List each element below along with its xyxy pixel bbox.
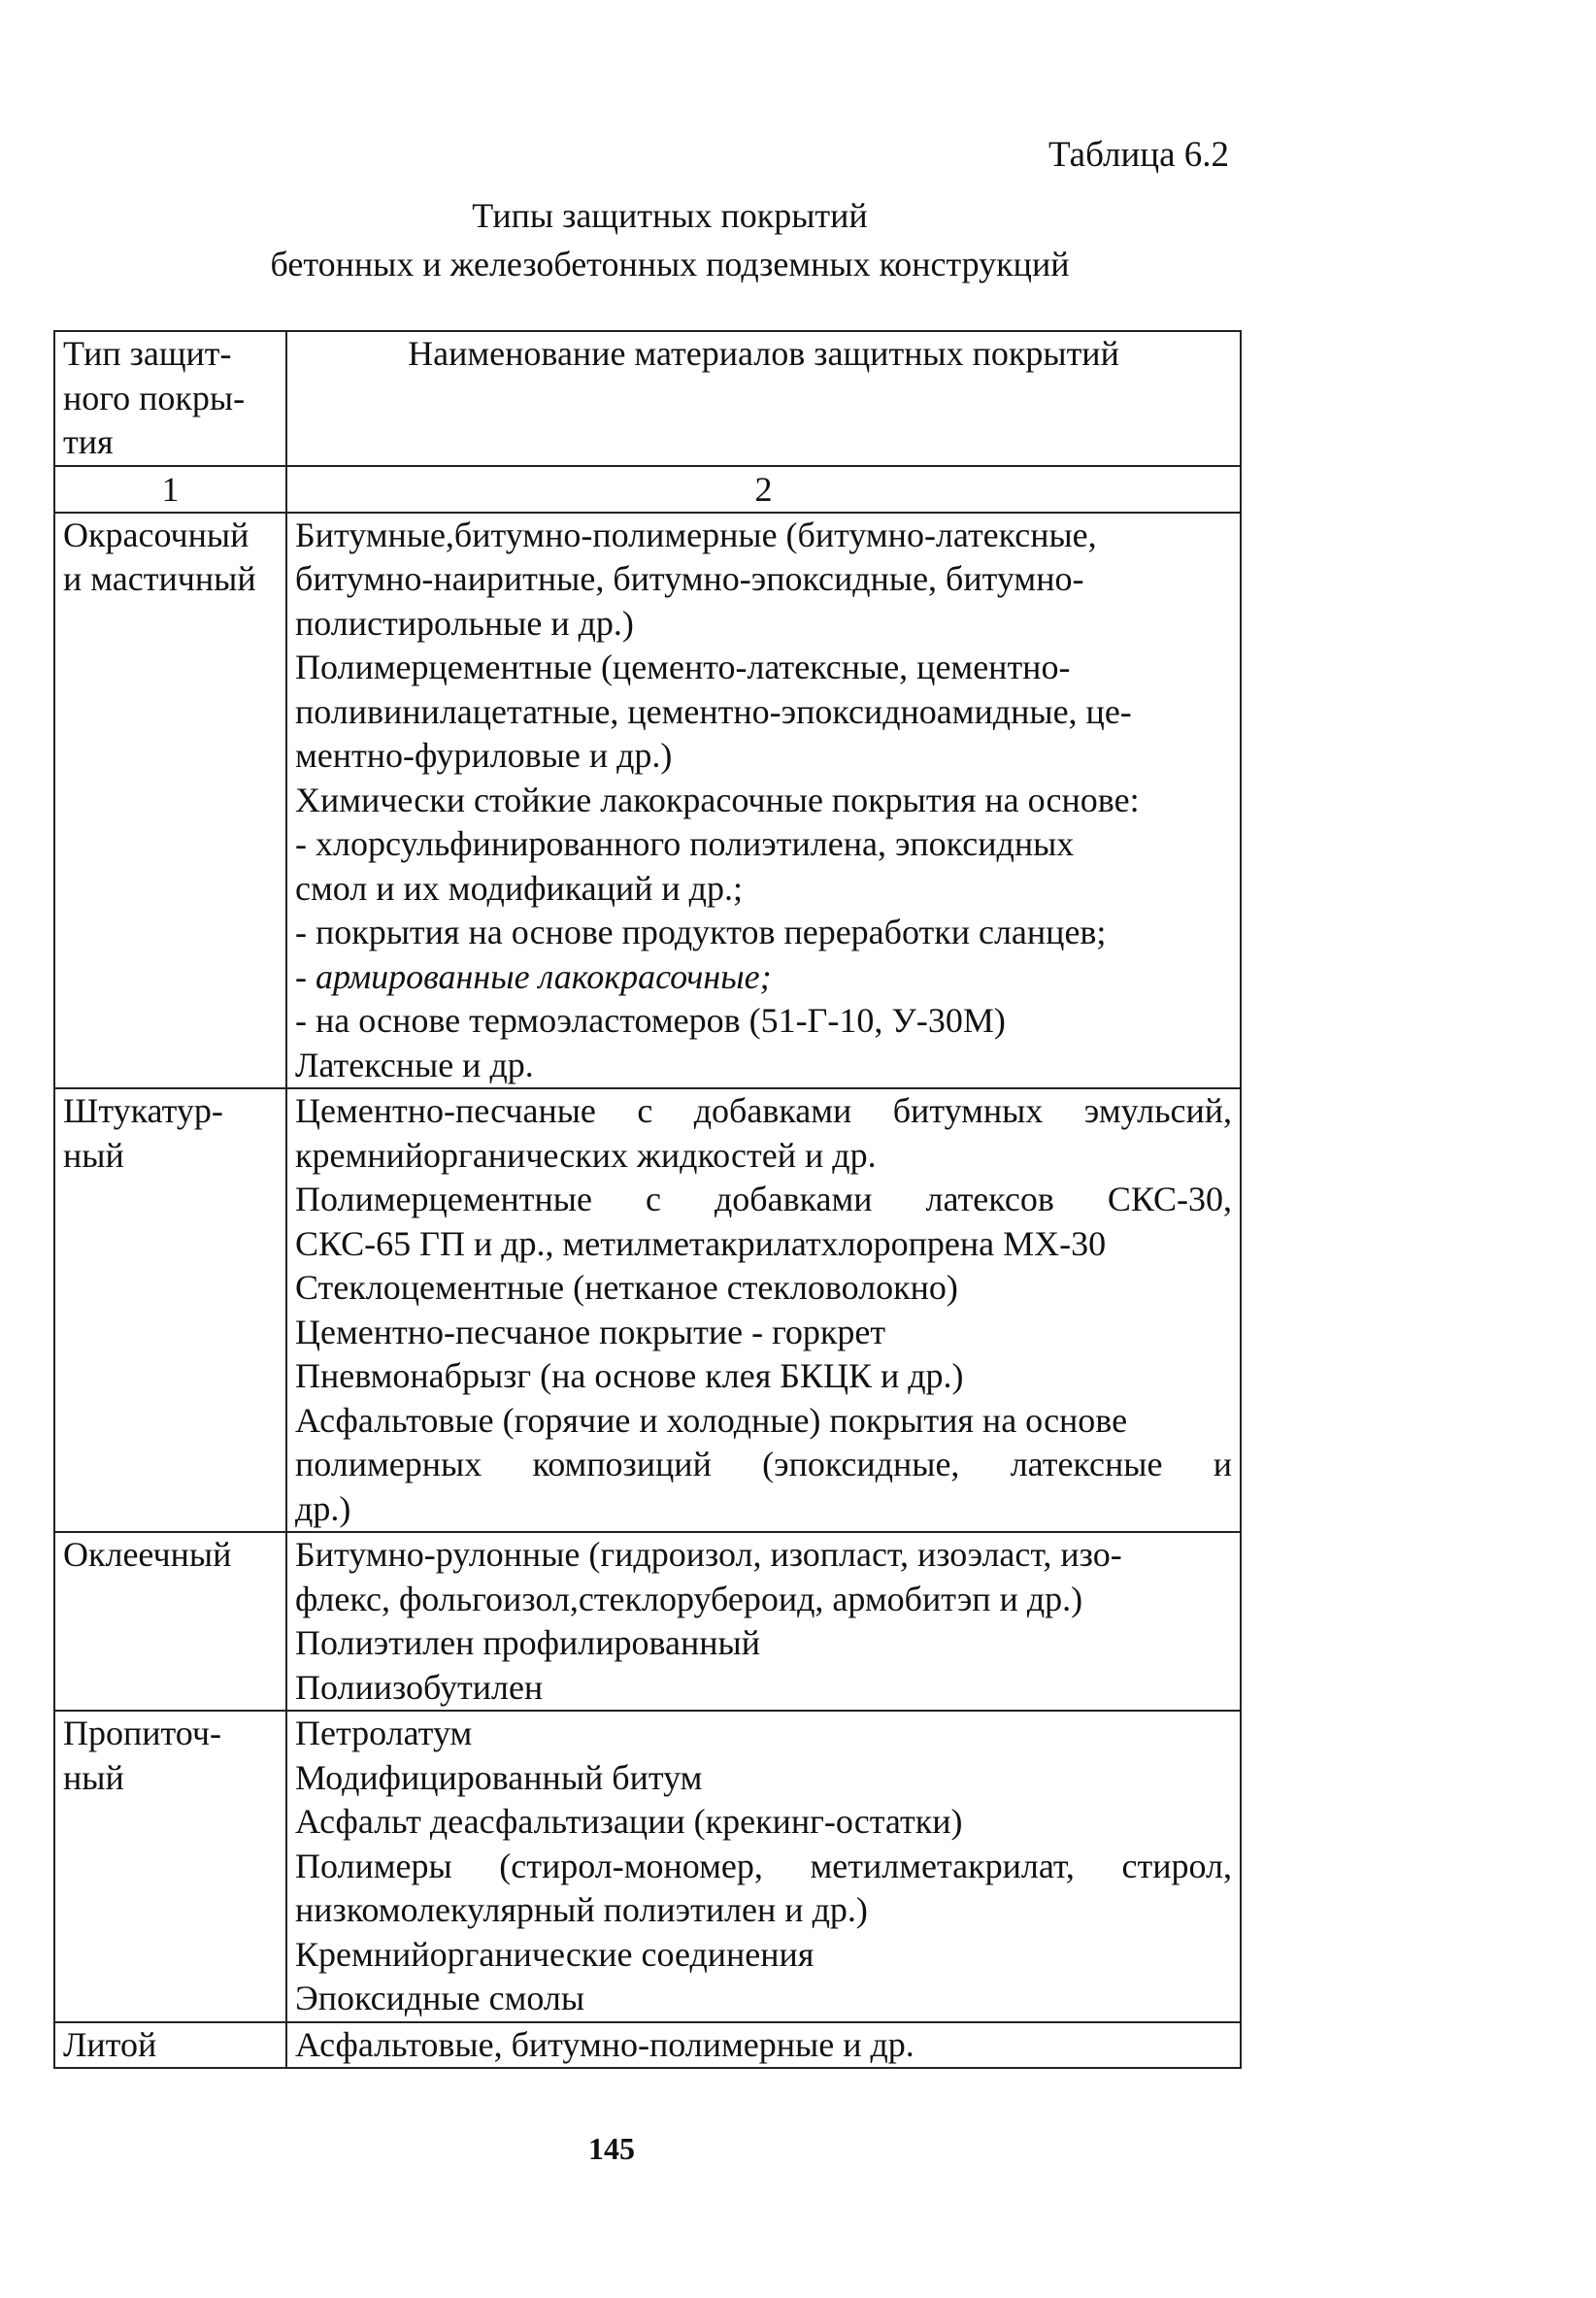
materials-cell bbox=[286, 1711, 1241, 2022]
table-label: Таблица 6.2 bbox=[1048, 135, 1229, 175]
material-line: - покрытия на основе продуктов переработки сланцев; bbox=[295, 913, 1107, 951]
material-line: Кремнийорганические соединения bbox=[295, 1934, 815, 1974]
coating-type-line: Литой bbox=[63, 2024, 157, 2064]
coating-type-cell bbox=[54, 513, 286, 1089]
column-header-type-line: ного покры- bbox=[63, 378, 246, 417]
column-number-row bbox=[54, 466, 1241, 513]
column-number-1: 1 bbox=[54, 466, 286, 513]
column-number-2: 2 bbox=[286, 466, 1241, 513]
material-line: низкомолекулярный полиэтилен и др.) bbox=[295, 1890, 868, 1929]
material-line: Полимерцементные с добавками латексов СКС-30, bbox=[295, 1180, 1232, 1218]
material-line: Стеклоцементные (нетканое стекловолокно) bbox=[295, 1268, 958, 1307]
coating-type-cell bbox=[54, 1532, 286, 1711]
coating-type-line: Оклеечный bbox=[63, 1535, 232, 1574]
coatings-table bbox=[53, 330, 1242, 2069]
column-header-type-line: Тип защит- bbox=[63, 334, 232, 373]
material-line: Модифицированный битум bbox=[295, 1757, 703, 1797]
material-line: Битумно-рулонные (гидроизол, изопласт, изоэласт, изо- bbox=[295, 1535, 1122, 1574]
material-line: битумно-наиритные, битумно-эпоксидные, битумно- bbox=[295, 559, 1084, 598]
table-row bbox=[54, 513, 1241, 1089]
material-line: полимерных композиций (эпоксидные, латексные и bbox=[295, 1445, 1232, 1483]
coating-type-line: ный bbox=[63, 1757, 124, 1797]
material-line: Пневмонабрызг (на основе клея БКЦК и др.) bbox=[295, 1356, 964, 1395]
material-line: Химически стойкие лакокрасочные покрытия на основе: bbox=[295, 780, 1140, 819]
material-line: Битумные,битумно-полимерные (битумно-латексные, bbox=[295, 515, 1097, 554]
coating-type-line: и мастичный bbox=[63, 559, 256, 598]
material-line: кремнийорганических жидкостей и др. bbox=[295, 1135, 877, 1175]
column-header-type bbox=[54, 331, 286, 466]
material-line: поливинилацетатные, цементно-эпоксидноамидные, це- bbox=[295, 691, 1132, 731]
material-line: Петролатум bbox=[295, 1714, 473, 1752]
material-line: - хлорсульфинированного полиэтилена, эпоксидных bbox=[295, 824, 1075, 863]
material-line: Асфальтовые, битумно-полимерные и др. bbox=[295, 2024, 914, 2064]
coating-type-cell bbox=[54, 1711, 286, 2022]
material-line: смол и их модификаций и др.; bbox=[295, 868, 744, 908]
coating-type-cell bbox=[54, 2022, 286, 2069]
materials-cell bbox=[286, 2022, 1241, 2069]
material-line: Эпоксидные смолы bbox=[295, 1979, 585, 2017]
materials-cell bbox=[286, 1088, 1241, 1532]
materials-cell bbox=[286, 513, 1241, 1089]
coating-type-cell bbox=[54, 1088, 286, 1532]
table-row bbox=[54, 1711, 1241, 2022]
table-title-line-1: Типы защитных покрытий bbox=[472, 196, 868, 235]
material-line: Асфальт деасфальтизации (крекинг-остатки) bbox=[295, 1802, 963, 1841]
material-line: Полимеры (стирол-мономер, метилметакрилат, стирол, bbox=[295, 1846, 1232, 1885]
material-line: Полиэтилен профилированный bbox=[295, 1623, 760, 1662]
table-row bbox=[54, 2022, 1241, 2069]
material-line: - армированные лакокрасочные; bbox=[295, 956, 772, 996]
column-header-type-line: тия bbox=[63, 422, 114, 461]
material-line: полистирольные и др.) bbox=[295, 603, 634, 643]
material-line: др.) bbox=[295, 1488, 351, 1528]
material-line: - на основе термоэластомеров (51-Г-10, У-30М) bbox=[295, 1001, 1006, 1040]
material-line: Цементно-песчаные с добавками битумных эмульсий, bbox=[295, 1091, 1232, 1130]
material-line: СКС-65 ГП и др., метилметакрилатхлоропрена МХ-30 bbox=[295, 1223, 1107, 1263]
column-header-materials: Наименование материалов защитных покрытий bbox=[286, 331, 1241, 466]
material-line: Полимерцементные (цементо-латексные, цементно- bbox=[295, 648, 1071, 686]
coating-type-line: Окрасочный bbox=[63, 515, 249, 554]
table-title-line-2: бетонных и железобетонных подземных конструкций bbox=[270, 245, 1070, 283]
table-header-row bbox=[54, 331, 1241, 466]
material-line: ментно-фуриловые и др.) bbox=[295, 736, 673, 775]
material-line: Полиизобутилен bbox=[295, 1667, 544, 1707]
material-line: Латексные и др. bbox=[295, 1045, 534, 1084]
table-row bbox=[54, 1532, 1241, 1711]
materials-cell bbox=[286, 1532, 1241, 1711]
material-line: Цементно-песчаное покрытие - горкрет bbox=[295, 1312, 886, 1351]
coating-type-line: Штукатур- bbox=[63, 1091, 223, 1130]
coating-type-line: Пропиточ- bbox=[63, 1714, 221, 1752]
material-line: Асфальтовые (горячие и холодные) покрытия на основе bbox=[295, 1400, 1128, 1440]
page-number: 145 bbox=[588, 2131, 635, 2166]
table-row bbox=[54, 1088, 1241, 1532]
material-line: флекс, фольгоизол,стеклорубероид, армобитэп и др.) bbox=[295, 1579, 1083, 1618]
coating-type-line: ный bbox=[63, 1135, 124, 1175]
